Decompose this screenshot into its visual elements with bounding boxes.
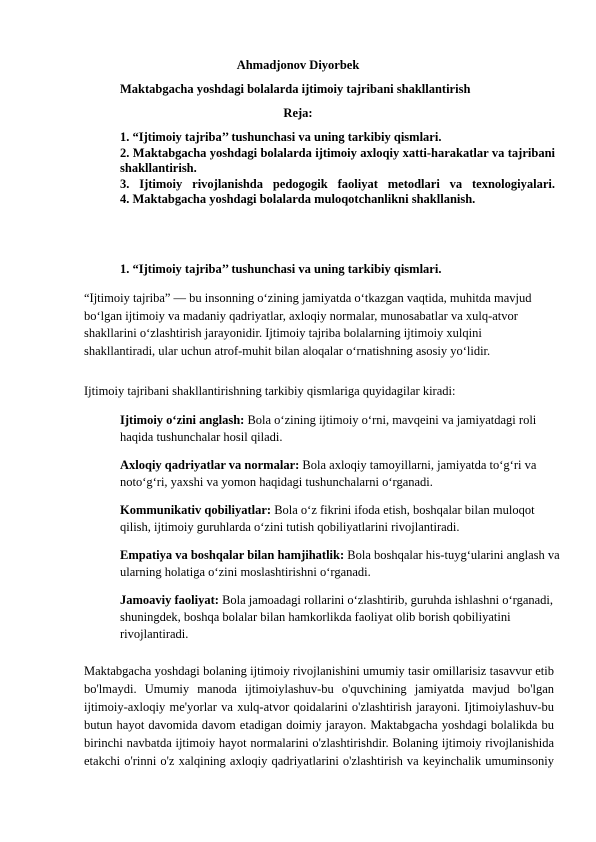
component-text: Bola jamoadagi rollarini o‘zlashtirib, guruhda ishlashni o‘rganadi, shuningdek, boshqa bolalar bilan hamkorlikda faoliyat olib borish qobiliyatini rivojlantiradi. [120,593,554,641]
plan-list [120,130,555,208]
plan-item: 3. Ijtimoiy rivojlanishda pedogogik faoliyat metodlari va texnologiyalari. [120,176,555,191]
component-term: Jamoaviy faoliyat: [120,593,219,607]
list-item [120,412,560,446]
plan-item: 1. “Ijtimoiy tajriba’’ tushunchasi va uning tarkibiy qismlari. [120,130,442,144]
component-text: Bola boshqalar his-tuyg‘ularini anglash va ularning holatiga o‘zini moslashtirishni o‘rganadi. [120,548,560,579]
paragraph-socialization: Maktabgacha yoshdagi bolaning ijtimoiy rivojlanishini umumiy tasir omillarisiz tasavvur etib bo'lmaydi. Umumiy manoda ijtimoiylashuv-bu o'quvchining jamiyatda mavjud bo'lgan ijtimoiy-axloqiy me'yorlar va xulq-atvor qoidalarini o'zlashtirish jarayoni. Ijtimoiylashuv-bu butun hayot davomida davom etadigan doimiy jarayon. Maktabgacha yoshdagi bolalikda bu birinchi navbatda ijtimoiy hayot normalarini o'zlashtirishdir. Bolaning ijtimoiy rivojlanishida etakchi o'rinni o'z xalqining axloqiy qadriyatlarini o'zlashtirish va keyinchalik umuminsoniy [84,664,554,768]
list-item [120,592,560,643]
list-item [120,457,560,491]
document-title: Maktabgacha yoshdagi bolalarda ijtimoiy tajribani shakllantirish [120,82,471,96]
list-item [120,502,560,536]
list-item [120,547,560,581]
component-term: Empatiya va boshqalar bilan hamjihatlik: [120,548,345,562]
author-name: Ahmadjonov Diyorbek [236,58,360,72]
components-list [120,412,560,654]
plan-item: 2. Maktabgacha yoshdagi bolalarda ijtimoiy axloqiy xatti-harakatlar va tajribani shakllantirish. [120,145,555,175]
plan-heading: Reja: [283,106,313,120]
component-term: Ijtimoiy o‘zini anglash: [120,413,245,427]
component-text: Bola axloqiy tamoyillarni, jamiyatda to‘g‘ri va noto‘g‘ri, yaxshi va yomon haqidagi tushunchalarni o‘rganadi. [120,458,537,489]
plan-item: 4. Maktabgacha yoshdagi bolalarda muloqotchanlikni shakllanish. [120,192,476,206]
component-term: Axloqiy qadriyatlar va normalar: [120,458,300,472]
paragraph-intro: “Ijtimoiy tajriba” — bu insonning o‘zining jamiyatda o‘tkazgan vaqtida, muhitda mavjud bo‘lgan ijtimoiy va madaniy qadriyatlar, axloqiy normalar, munosabatlar va xulq-atvor shakllarini o‘zlashtirish jarayonidir. Ijtimoiy tajriba bolalarning ijtimoiy xulqini shakllantiradi, ular uchun atrof-muhit bilan aloqalar o‘rnatishning asosiy yo‘lidir. [84,291,532,358]
component-text: Bola o‘zining ijtimoiy o‘rni, mavqeini va jamiyatdagi roli haqida tushunchalar hosil qiladi. [120,413,537,444]
paragraph-components-lead: Ijtimoiy tajribani shakllantirishning tarkibiy qismlariga quyidagilar kiradi: [84,384,456,398]
component-term: Kommunikativ qobiliyatlar: [120,503,272,517]
section-heading: 1. “Ijtimoiy tajriba’’ tushunchasi va uning tarkibiy qismlari. [120,262,442,276]
component-text: Bola o‘z fikrini ifoda etish, boshqalar bilan muloqot qilish, ijtimoiy guruhlarda o‘zini tutish qobiliyatlarini rivojlantiradi. [120,503,535,534]
